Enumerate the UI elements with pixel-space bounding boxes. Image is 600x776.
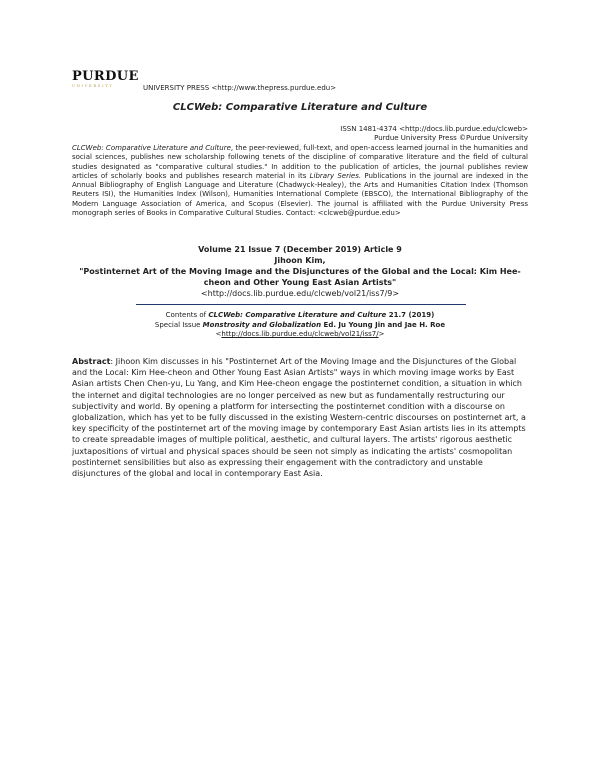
special-issue-title: Monstrosity and Globalization [202, 320, 322, 329]
contents-line [72, 311, 528, 321]
special-issue-line [72, 321, 528, 331]
volume-line: Volume 21 Issue 7 (December 2019) Article 9 [198, 245, 402, 254]
issn-prefix: ISSN 1481-4374 < [340, 125, 405, 133]
special-prefix: Special Issue [154, 320, 203, 329]
issn-url-link[interactable]: http://docs.lib.purdue.edu/clcweb [404, 125, 523, 133]
description-library-series: Library Series. [309, 171, 362, 180]
description-journal-name: CLCWeb: Comparative Literature and Culture [72, 144, 231, 152]
journal-description [72, 144, 528, 218]
purdue-logo [72, 70, 142, 89]
abstract-text: : Jihoon Kim discusses in his "Postinternet Art of the Moving Image and the Disjunctures of the Global and the Local: Kim Hee-cheon and Other Young East Asian Artists" ways in which moving image works by East Asian artists Chen Chen-yu, Lu Yang, and Kim Hee-cheon engage the postinternet condition, a situation in which the internet and digital technologies are no longer perceived as new but as fundamentally restructuring our subjectivity and world. By opening a platform for intersecting the postinternet condition with a discourse on globalization, which has yet to be fully discussed in the existing Western-centric discourses on postinternet art, a key specificity of the postinternet art of the moving image by contemporary East Asian artists lies in its attempts to create spreadable images of multiple political, aesthetic, and cultural layers. The artists' rigorous aesthetic juxtapositions of virtual and physical spaces should be seen not simply as indicating the artists' cosmopolitan postinternet sensibilities but also as expressing their engagement with the contradictory and unstable disjunctures of the global and local in contemporary East Asia. [72, 357, 526, 479]
contact-close: > [394, 209, 401, 218]
article-url[interactable]: <http://docs.lib.purdue.edu/clcweb/vol21/iss7/9> [200, 289, 400, 298]
issue-url-open: < [215, 330, 222, 338]
press-url-link[interactable]: http://www.thepress.purdue.edu [217, 84, 331, 92]
press-line [143, 84, 336, 92]
contents-block [72, 311, 528, 340]
abstract [72, 356, 530, 479]
contents-issue: 21.7 (2019) [386, 311, 435, 319]
article-heading [72, 244, 528, 299]
issn-suffix: > [522, 125, 528, 133]
issn-line [340, 125, 528, 134]
contents-prefix: Contents of [165, 311, 209, 319]
issue-url-line [72, 330, 528, 340]
publisher-line: Purdue University Press ©Purdue University [374, 134, 528, 143]
contact-email-link[interactable]: clcweb@purdue.edu [323, 209, 395, 218]
press-close: > [330, 84, 337, 92]
logo-wordmark: PURDUE [72, 69, 139, 84]
press-label: UNIVERSITY PRESS < [143, 84, 218, 92]
description-part-1: , the peer-reviewed, full-text, and open-access learned journal in the humanities and social sciences, publishes new scholarship following tenets of the discipline of comparative literature and the field of cultural studies designated as "comparative cultural studies." In addition to the publication of articles, the journal publishes review articles of scholarly books and publishes research material in its [72, 144, 528, 180]
article-title: "Postinternet Art of the Moving Image and the Disjunctures of the Global and the Local: Kim Hee-cheon and Other Young East Asian Artists" [79, 267, 521, 287]
description-part-2: Publications in the journal are indexed in the Annual Bibliography of English Language and Literature (Chadwyck-Healey), the Arts and Humanities Citation Index (Thomson Reuters ISI), the Humanities Index (Wilson), Humanities International Complete (EBSCO), the International Bibliography of the Modern Language Association of America, and Scopus (Elsevier). The journal is affiliated with the Purdue University Press monograph series of Books in Comparative Cultural Studies. Contact: < [72, 171, 529, 218]
section-divider [136, 304, 466, 305]
abstract-label: Abstract [72, 357, 111, 366]
journal-title: CLCWeb: Comparative Literature and Culture [172, 102, 428, 113]
logo-subtitle: UNIVERSITY [72, 84, 114, 88]
contents-journal: CLCWeb: Comparative Literature and Culture [208, 311, 387, 319]
issue-url-close: > [378, 330, 385, 338]
issue-url-link[interactable]: http://docs.lib.purdue.edu/clcweb/vol21/iss7/ [221, 330, 379, 338]
article-author: Jihoon Kim, [274, 256, 326, 265]
special-issue-editors: Ed. Ju Young Jin and Jae H. Roe [321, 320, 446, 329]
issn-block [340, 125, 528, 144]
